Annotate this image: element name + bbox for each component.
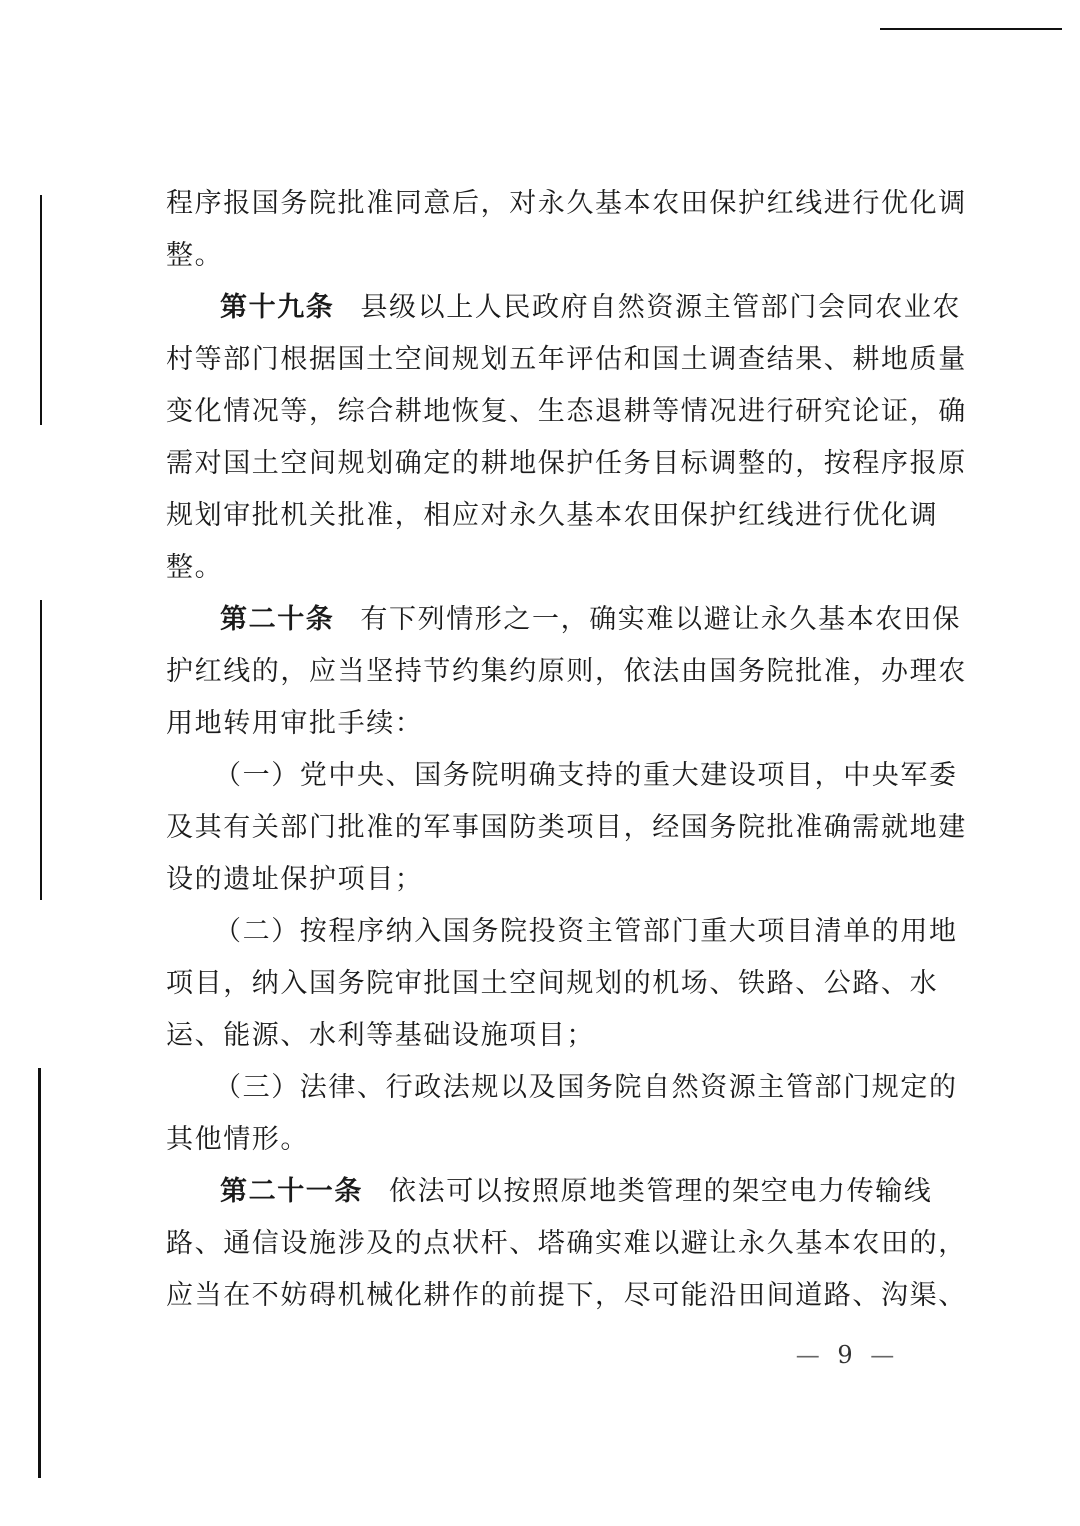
article-20-line: 第二十条 有下列情形之一，确实难以避让永久基本农田保 — [220, 604, 962, 635]
article-heading: 第十九条 — [220, 292, 335, 323]
article-heading: 第二十一条 — [220, 1176, 363, 1207]
article-19-line: 第十九条 县级以上人民政府自然资源主管部门会同农业农 — [220, 292, 962, 323]
text-line: 设的遗址保护项目； — [166, 864, 424, 895]
page-number — [790, 1340, 900, 1370]
scan-edge-mark-left-2 — [40, 600, 42, 900]
list-item-line: （一）党中央、国务院明确支持的重大建设项目，中央军委 — [214, 760, 958, 791]
scan-edge-mark-left-1 — [40, 195, 42, 425]
text-line: 程序报国务院批准同意后，对永久基本农田保护红线进行优化调 — [166, 188, 967, 219]
text-line: 用地转用审批手续： — [166, 708, 424, 739]
list-item-line: （二）按程序纳入国务院投资主管部门重大项目清单的用地 — [214, 916, 958, 947]
page-number-value: 9 — [837, 1341, 853, 1369]
text-line: 运、能源、水利等基础设施项目； — [166, 1020, 595, 1051]
scan-edge-mark-left-3 — [38, 1068, 41, 1478]
text-line: 及其有关部门批准的军事国防类项目，经国务院批准确需就地建 — [166, 812, 967, 843]
list-item-line: （三）法律、行政法规以及国务院自然资源主管部门规定的 — [214, 1072, 958, 1103]
text-line: 规划审批机关批准，相应对永久基本农田保护红线进行优化调 — [166, 500, 939, 531]
article-heading: 第二十条 — [220, 604, 335, 635]
scan-edge-mark-top — [880, 28, 1062, 30]
text-line: 村等部门根据国土空间规划五年评估和国土调查结果、耕地质量 — [166, 344, 967, 375]
text-line: 路、通信设施涉及的点状杆、塔确实难以避让永久基本农田的， — [166, 1228, 967, 1259]
text-line: 其他情形。 — [166, 1124, 309, 1155]
text-line: 变化情况等，综合耕地恢复、生态退耕等情况进行研究论证，确 — [166, 396, 967, 427]
article-21-line: 第二十一条 依法可以按照原地类管理的架空电力传输线 — [220, 1176, 933, 1207]
text-line: 需对国土空间规划确定的耕地保护任务目标调整的，按程序报原 — [166, 448, 967, 479]
page-number-dash-right: — — [870, 1341, 895, 1369]
text-line: 护红线的，应当坚持节约集约原则，依法由国务院批准，办理农 — [166, 656, 967, 687]
text-line: 应当在不妨碍机械化耕作的前提下，尽可能沿田间道路、沟渠、 — [166, 1280, 967, 1311]
text-line: 整。 — [166, 552, 224, 583]
text-line: 项目，纳入国务院审批国土空间规划的机场、铁路、公路、水 — [166, 968, 939, 999]
page-number-dash-left: — — [795, 1341, 820, 1369]
text-line: 整。 — [166, 240, 224, 271]
